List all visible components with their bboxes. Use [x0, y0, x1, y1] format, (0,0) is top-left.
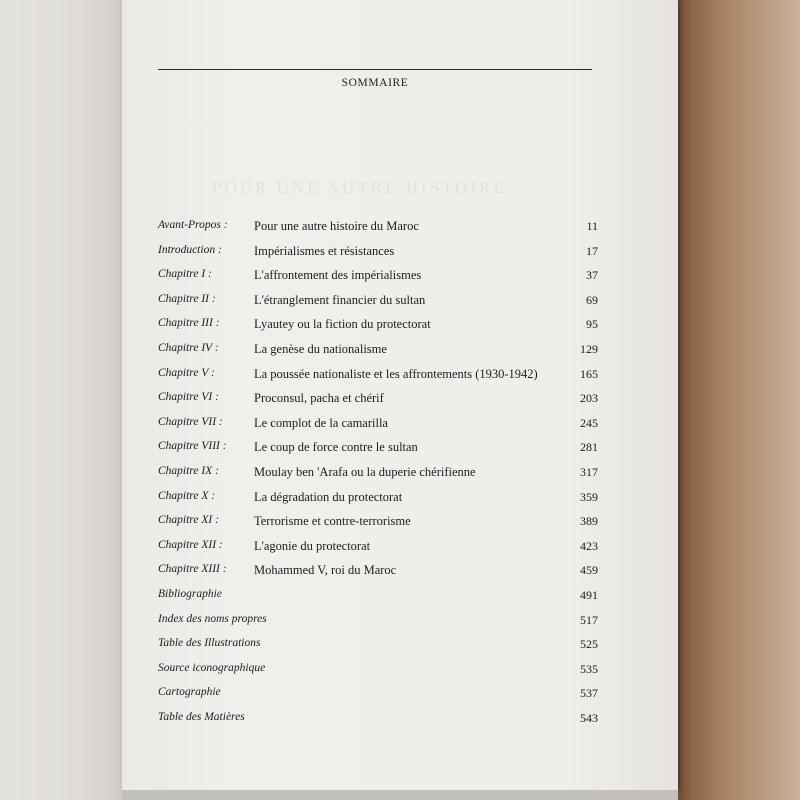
toc-entry — [158, 711, 598, 729]
toc-entry-page-number: 525 — [580, 637, 598, 651]
show-through-text: POUR UNE AUTRE HISTOIRE — [212, 178, 507, 197]
toc-entry-title: Lyautey ou la fiction du protectorat — [254, 317, 431, 331]
toc-entry-label: Chapitre I : — [158, 268, 212, 280]
toc-entry-page-number: 165 — [580, 367, 598, 381]
toc-entry-page-number: 37 — [586, 268, 598, 282]
toc-entry-label: Chapitre V : — [158, 367, 215, 379]
toc-entry-label: Cartographie — [158, 686, 221, 698]
toc-entry — [158, 465, 598, 483]
toc-entry-page-number: 535 — [580, 662, 598, 676]
toc-entry — [158, 588, 598, 606]
toc-entry-label: Chapitre VIII : — [158, 440, 227, 452]
toc-entry — [158, 490, 598, 508]
toc-entry — [158, 514, 598, 532]
toc-entry — [158, 244, 598, 262]
toc-entry-label: Chapitre XI : — [158, 514, 219, 526]
toc-entry — [158, 342, 598, 360]
toc-entry-page-number: 281 — [580, 440, 598, 454]
toc-entry — [158, 367, 598, 385]
toc-entry-label: Chapitre XIII : — [158, 563, 227, 575]
toc-entry — [158, 416, 598, 434]
toc-entry-page-number: 543 — [580, 711, 598, 725]
toc-entry — [158, 391, 598, 409]
toc-entry — [158, 268, 598, 286]
toc-entry-title: Moulay ben 'Arafa ou la duperie chérifienne — [254, 465, 476, 479]
toc-entry-label: Chapitre VI : — [158, 391, 219, 403]
toc-entry-title: Proconsul, pacha et chérif — [254, 391, 384, 405]
toc-entry-page-number: 537 — [580, 686, 598, 700]
toc-entry — [158, 662, 598, 680]
toc-entry-title: Le complot de la camarilla — [254, 416, 388, 430]
toc-entry-page-number: 95 — [586, 317, 598, 331]
toc-entry-page-number: 203 — [580, 391, 598, 405]
toc-entry-label: Source iconographique — [158, 662, 266, 674]
toc-entry-title: La poussée nationaliste et les affrontements (1930-1942) — [254, 367, 538, 381]
toc-entry — [158, 613, 598, 631]
toc-entry-title: La genèse du nationalisme — [254, 342, 387, 356]
toc-entry — [158, 637, 598, 655]
toc-entry-title: L'affrontement des impérialismes — [254, 268, 422, 282]
toc-entry-page-number: 423 — [580, 539, 598, 553]
toc-entry-label: Chapitre VII : — [158, 416, 223, 428]
toc-entry-title: Impérialismes et résistances — [254, 244, 395, 258]
toc-entry-label: Chapitre XII : — [158, 539, 223, 551]
toc-entry-title: Terrorisme et contre-terrorisme — [254, 514, 411, 528]
toc-entry-label: Chapitre IV : — [158, 342, 219, 354]
toc-entry-title: Mohammed V, roi du Maroc — [254, 563, 397, 577]
toc-entry — [158, 686, 598, 704]
toc-entry-label: Index des noms propres — [158, 613, 267, 625]
toc-entry-page-number: 69 — [586, 293, 598, 307]
toc-entry-label: Chapitre X : — [158, 490, 216, 502]
toc-entry-title: Le coup de force contre le sultan — [254, 440, 418, 454]
toc-entry-label: Table des Illustrations — [158, 637, 261, 649]
toc-entry-page-number: 17 — [586, 244, 598, 258]
toc-entry-page-number: 359 — [580, 490, 598, 504]
toc-entry — [158, 317, 598, 335]
toc-entry-label: Introduction : — [158, 244, 222, 256]
toc-entry-title: La dégradation du protectorat — [254, 490, 403, 504]
toc-entry-label: Bibliographie — [158, 588, 222, 600]
toc-entry-page-number: 129 — [580, 342, 598, 356]
toc-entry-page-number: 459 — [580, 563, 598, 577]
toc-entry-label: Avant-Propos : — [158, 219, 228, 231]
toc-entry-label: Chapitre IX : — [158, 465, 219, 477]
toc-entry-label: Table des Matières — [158, 711, 245, 723]
toc-entry-page-number: 517 — [580, 613, 598, 627]
toc-entry-label: Chapitre III : — [158, 317, 220, 329]
toc-entry-title: L'agonie du protectorat — [254, 539, 371, 553]
toc-entry — [158, 440, 598, 458]
toc-entry — [158, 539, 598, 557]
toc-entry-title: L'étranglement financier du sultan — [254, 293, 426, 307]
toc-entry-title: Pour une autre histoire du Maroc — [254, 219, 419, 233]
toc-entry-page-number: 491 — [580, 588, 598, 602]
page-heading: SOMMAIRE — [341, 77, 409, 89]
toc-entry-page-number: 11 — [586, 219, 598, 233]
toc-entry — [158, 563, 598, 581]
toc-entry — [158, 293, 598, 311]
toc-entry-page-number: 245 — [580, 416, 598, 430]
toc-entry-page-number: 389 — [580, 514, 598, 528]
toc-entry — [158, 219, 598, 237]
toc-entry-label: Chapitre II : — [158, 293, 216, 305]
toc-entry-page-number: 317 — [580, 465, 598, 479]
